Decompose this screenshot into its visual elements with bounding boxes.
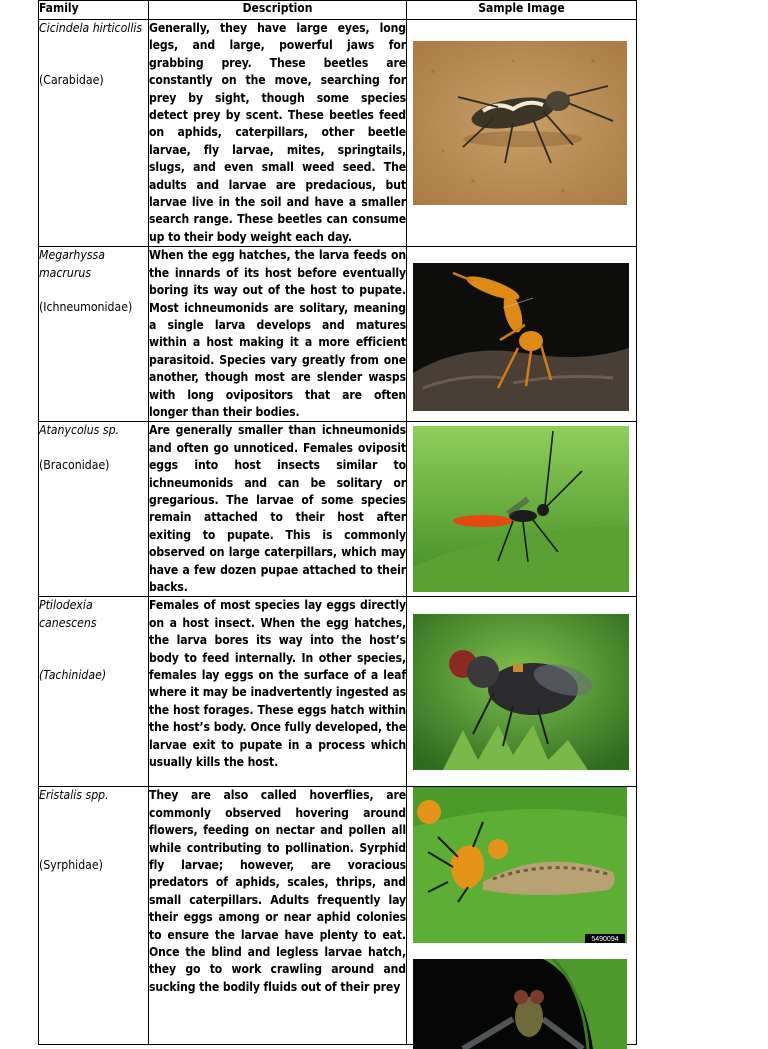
- species-name: Megarhyssa macrurus: [39, 248, 105, 280]
- family-name: (Carabidae): [39, 73, 104, 88]
- family-name: (Ichneumonidae): [39, 300, 133, 315]
- header-sample-image: Sample Image: [407, 1, 637, 20]
- family-name: (Tachinidae): [39, 668, 107, 683]
- header-family: Family: [39, 1, 149, 20]
- family-cell: [39, 787, 149, 1045]
- family-name: (Braconidae): [39, 457, 110, 472]
- description-cell: When the egg hatches, the larva feeds on the innards of its host before eventually boring its way out of the host to pupate. Most ichneumonids are solitary, meaning a single larva develops and matures within a host making it a more efficient parasitoid. Species vary greatly from one another, though most are slender wasps with long ovipositors that are often longer than their bodies.: [149, 247, 407, 422]
- image-cell: [407, 247, 637, 422]
- insect-table: [38, 0, 637, 1045]
- syrphid-larva-photo: [413, 787, 627, 943]
- table-row: [39, 247, 637, 422]
- image-cell: [407, 787, 637, 1045]
- header-row: [39, 1, 637, 20]
- family-cell: [39, 597, 149, 787]
- braconid-wasp-photo: [413, 426, 629, 592]
- family-name: (Syrphidae): [39, 857, 103, 872]
- family-cell: [39, 20, 149, 247]
- table-row: [39, 787, 637, 1045]
- image-id-caption: 5490094: [591, 936, 619, 944]
- species-name: Eristalis spp.: [39, 788, 109, 803]
- tiger-beetle-photo: [413, 41, 627, 205]
- species-name: Cicindela hirticollis: [39, 21, 143, 35]
- hoverfly-photo: [413, 959, 627, 1049]
- table-row: [39, 597, 637, 787]
- description-cell: Females of most species lay eggs directly on a host insect. When the egg hatches, the larva bores its way into the host’s body to feed internally. In other species, females lay eggs on the surface of a leaf where it may be inadvertently ingested as the host forages. These eggs hatch within the host’s body. Once fully developed, the larvae exit to pupate in a process which usually kills the host.: [149, 597, 407, 787]
- description-cell: They are also called hoverflies, are commonly observed hovering around flowers, feeding on nectar and pollen all while contributing to pollination. Syrphid fly larvae; however, are voracious predators of aphids, scales, thrips, and small caterpillars. Adults frequently lay their eggs among or near aphid colonies to ensure the larvae have plenty to eat. Once the blind and legless larvae hatch, they go to work crawling around and sucking the bodily fluids out of their prey: [149, 787, 407, 1045]
- ichneumon-wasp-photo: [413, 263, 629, 411]
- species-name: Atanycolus sp.: [39, 423, 120, 438]
- image-cell: [407, 422, 637, 597]
- header-description: Description: [149, 1, 407, 20]
- description-cell: Generally, they have large eyes, long legs, and large, powerful jaws for grabbing prey. These beetles are constantly on the move, searching for prey by sight, though some species detect prey by scent. These beetles feed on aphids, caterpillars, other beetle larvae, fly larvae, mites, springtails, slugs, and even small weed seed. The adults and larvae are predacious, but larvae live in the soil and have a smaller search range. These beetles can consume up to their body weight each day.: [149, 20, 407, 247]
- description-cell: Are generally smaller than ichneumonids and often go unnoticed. Females oviposit eggs into host insects similar to ichneumonids and can be solitary or gregarious. The larvae of some species remain attached to their host after exiting to pupate. This is commonly observed on large caterpillars, which may have a few dozen pupae attached to their backs.: [149, 422, 407, 597]
- tachinid-fly-photo: [413, 614, 629, 770]
- family-cell: [39, 422, 149, 597]
- image-cell: [407, 20, 637, 247]
- species-name: Ptilodexia canescens: [39, 598, 97, 630]
- image-cell: [407, 597, 637, 787]
- family-cell: [39, 247, 149, 422]
- table-row: [39, 20, 637, 247]
- table-row: [39, 422, 637, 597]
